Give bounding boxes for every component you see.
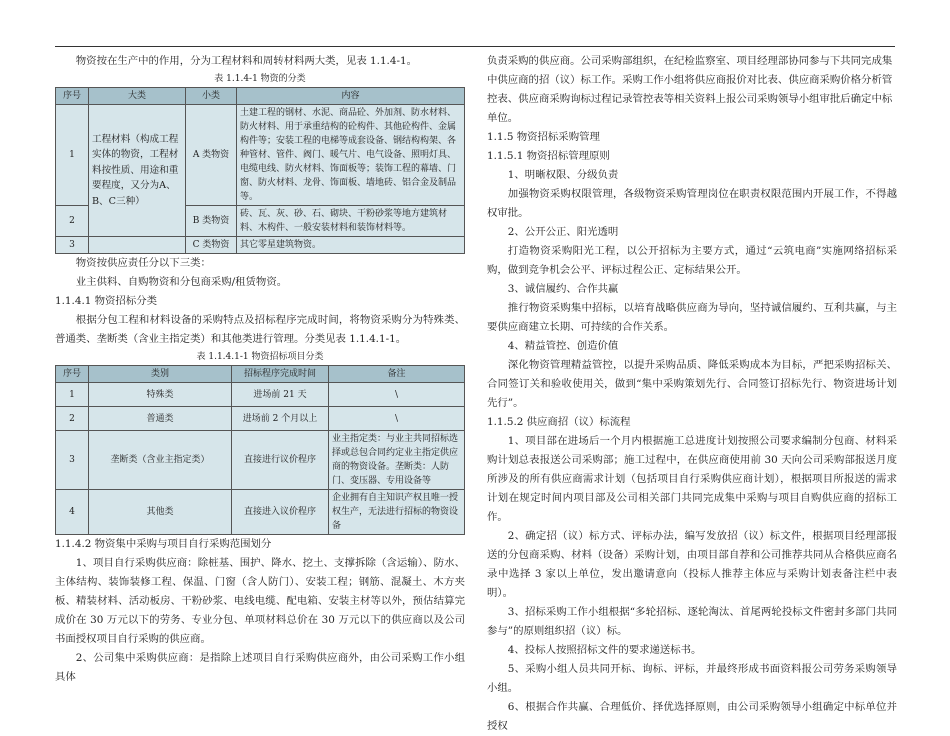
process-step-5: 5、采购小组人员共同开标、询标、评标，并最终形成书面资料报公司劳务采购领导小组。 [487,663,897,694]
table2-cell-time: 直接进入议价程序 [232,490,329,535]
table1-header: 小类 [186,88,237,105]
table1-cell-content: 土建工程的钢材、水泥、商品砼、外加剂、防水材料、防火材料、用于承重结构的砼构件、其他砼构件、金属构件等；安装工程的电梯等成套设备、钢结构构架、各种管材、管件、阀门、暖气片、电气设备、照明灯具、电缆电线、防火材料、饰面板等；装饰工程的幕墙、门窗、防火材料、龙骨、饰面板、墙地砖、铝合金及制品等。 [237,105,465,206]
table2-header-row [56,366,465,383]
table2-cell-note: \ [329,407,465,431]
table-row [56,383,465,407]
principle-4-body: 深化物资管理精益管控，以提升采购品质、降低采购成本为目标，严把采购招标关、合同签订关和验收使用关，做到“集中采购策划先行、合同签订招标先行、物资进场计划先行”。 [487,359,897,409]
table2-cell-time: 进场前 2 个月以上 [232,407,329,431]
table1-cell-minor: A 类物资 [186,105,237,206]
process-step-4: 4、投标人按照招标文件的要求递送标书。 [507,644,702,656]
header-rule [55,46,895,47]
material-classification-table [55,87,465,254]
table2-header: 序号 [56,366,89,383]
section-heading-1142: 1.1.4.2 物资集中采购与项目自行采购范围划分 [55,538,272,550]
table2-cell-note: \ [329,383,465,407]
principle-1-title: 1、明晰权限、分级负责 [507,169,619,181]
table1-cell-minor: C 类物资 [186,237,237,254]
section-heading-1152: 1.1.5.2 供应商招（议）标流程 [487,416,631,428]
table2-cell-time: 直接进行议价程序 [232,431,329,490]
table2-cell-type: 垄断类（含业主指定类） [89,431,232,490]
supply-types: 业主供料、自购物资和分包商采购/租赁物资。 [75,276,288,288]
process-step-3: 3、招标采购工作小组根据“多轮招标、逐轮淘汰、首尾两轮投标文件密封多部门共同参与”的原则组织招（议）标。 [487,606,897,637]
paragraph-1142-1: 1、项目自行采购供应商：除桩基、围护、降水、挖土、支撑拆除（含运输）、防水、主体结构、装饰装修工程、保温、门窗（含人防门）、安装工程；钢筋、混凝土、木方夹板、精装材料、活动板房、干粉砂浆、电线电缆、配电箱、安装主材等以外，预估结算完成价在 30 万元以下的劳务、专业分包、单项材料总价在 30 万元以下的供应商以及公司书面授权项目自行采购的供应商。 [55,557,465,645]
principle-4-title: 4、精益管控、创造价值 [507,340,619,352]
table1-cell-content: 砖、瓦、灰、砂、石、砌块、干粉砂浆等地方建筑材料、木构件、一般安装材料和装饰材料等。 [237,206,465,237]
table2-cell-no: 3 [56,431,89,490]
table-row [56,431,465,490]
table2-cell-type: 其他类 [89,490,232,535]
principle-2-body: 打造物资采购阳光工程，以公开招标为主要方式，通过“云筑电商”实施网络招标采购，做到竞争机会公平、评标过程公正、定标结果公开。 [487,245,897,276]
principle-3-body: 推行物资采购集中招标，以培育战略供应商为导向，坚持诚信履约、互利共赢，与主要供应商建立长期、可持续的合作关系。 [487,302,897,333]
table2-header: 备注 [329,366,465,383]
process-step-6: 6、根据合作共赢、合理低价、择优选择原则，由公司采购领导小组确定中标单位并授权 [487,701,897,732]
table1-cell-major: 工程材料（构成工程实体的物资，工程材料按性质、用途和重要程度，又分为A、B、C三种） [89,105,186,237]
table1-header: 大类 [89,88,186,105]
table-row [56,105,465,206]
table2-cell-no: 1 [56,383,89,407]
table2-caption: 表 1.1.4.1-1 物资招标项目分类 [196,352,324,362]
table1-header: 序号 [56,88,89,105]
table1-header-row [56,88,465,105]
supply-intro: 物资按供应责任分以下三类： [75,257,211,269]
table1-cell-empty [89,237,186,254]
principle-2-title: 2、公开公正、阳光透明 [507,226,619,238]
intro-paragraph: 物资按在生产中的作用，分为工程材料和周转材料两大类，见表 1.1.4-1。 [75,55,417,67]
section-heading-1151: 1.1.5.1 物资招标管理原则 [487,150,610,162]
principle-1-body: 加强物资采购权限管理，各级物资采购管理岗位在职责权限范围内开展工作，不得越权审批。 [487,188,897,219]
paragraph-1142-2: 2、公司集中采购供应商：是指除上述项目自行采购供应商外，由公司采购工作小组具体 [55,652,465,683]
table2-cell-no: 4 [56,490,89,535]
table1-cell-content: 其它零星建筑物资。 [237,237,465,254]
table2-cell-note: 企业拥有自主知识产权且唯一授权生产，无法进行招标的物资设备 [329,490,465,535]
table-row [56,490,465,535]
continued-paragraph: 负责采购的供应商。公司采购部组织，在纪检监察室、项目经理部协同参与下共同完成集中供应商的招（议）标工作。采购工作小组将供应商报价对比表、供应商采购价格分析管控表、供应商采购询标过程记录管控表等相关资料上报公司采购领导小组审批后确定中标单位。 [487,55,893,124]
paragraph-1141: 根据分包工程和材料设备的采购特点及招标程序完成时间，将物资采购分为特殊类、普通类、垄断类（含业主指定类）和其他类进行管理。分类见表 1.1.4.1-1。 [55,314,465,345]
table2-cell-time: 进场前 21 天 [232,383,329,407]
right-column [487,52,897,736]
table2-header: 类别 [89,366,232,383]
table-row [56,407,465,431]
section-heading-1141: 1.1.4.1 物资招标分类 [55,295,157,307]
table2-cell-type: 特殊类 [89,383,232,407]
table2-cell-no: 2 [56,407,89,431]
tender-classification-table [55,365,465,535]
table-row [56,237,465,254]
left-column [55,52,465,687]
principle-3-title: 3、诚信履约、合作共赢 [507,283,619,295]
section-heading-115: 1.1.5 物资招标采购管理 [487,131,600,143]
table1-caption: 表 1.1.4-1 物资的分类 [214,74,306,84]
table1-cell-no: 3 [56,237,89,254]
process-step-1: 1、项目部在进场后一个月内根据施工总进度计划按照公司要求编制分包商、材料采购计划总表报送公司采购部；施工过程中，在供应商使用前 30 天向公司采购部报送月度所涉及的所有供应商需求计划（包括项目自行采购供应商计划），根据项目所报送的需求计划在规定时间内项目部及公司相关部门共同完成集中采购与项目自购供应商的招标工作。 [487,435,897,523]
table1-cell-no: 1 [56,105,89,206]
table2-header: 招标程序完成时间 [232,366,329,383]
table1-cell-minor: B 类物资 [186,206,237,237]
table2-cell-type: 普通类 [89,407,232,431]
table2-cell-note: 业主指定类：与业主共同招标选择或总包合同约定业主指定供应商的物资设备。垄断类：人防门、变压器、专用设备等 [329,431,465,490]
table1-cell-no: 2 [56,206,89,237]
process-step-2: 2、确定招（议）标方式、评标办法，编写发放招（议）标文件，根据项目经理部报送的分包商采购、材料（设备）采购计划，由项目部自荐和公司推荐共同从合格供应商名录中选择 3 家以上单位，发出邀请意向（投标人推荐主体应与采购计划表备注栏中表明）。 [487,530,897,599]
table1-header: 内容 [237,88,465,105]
